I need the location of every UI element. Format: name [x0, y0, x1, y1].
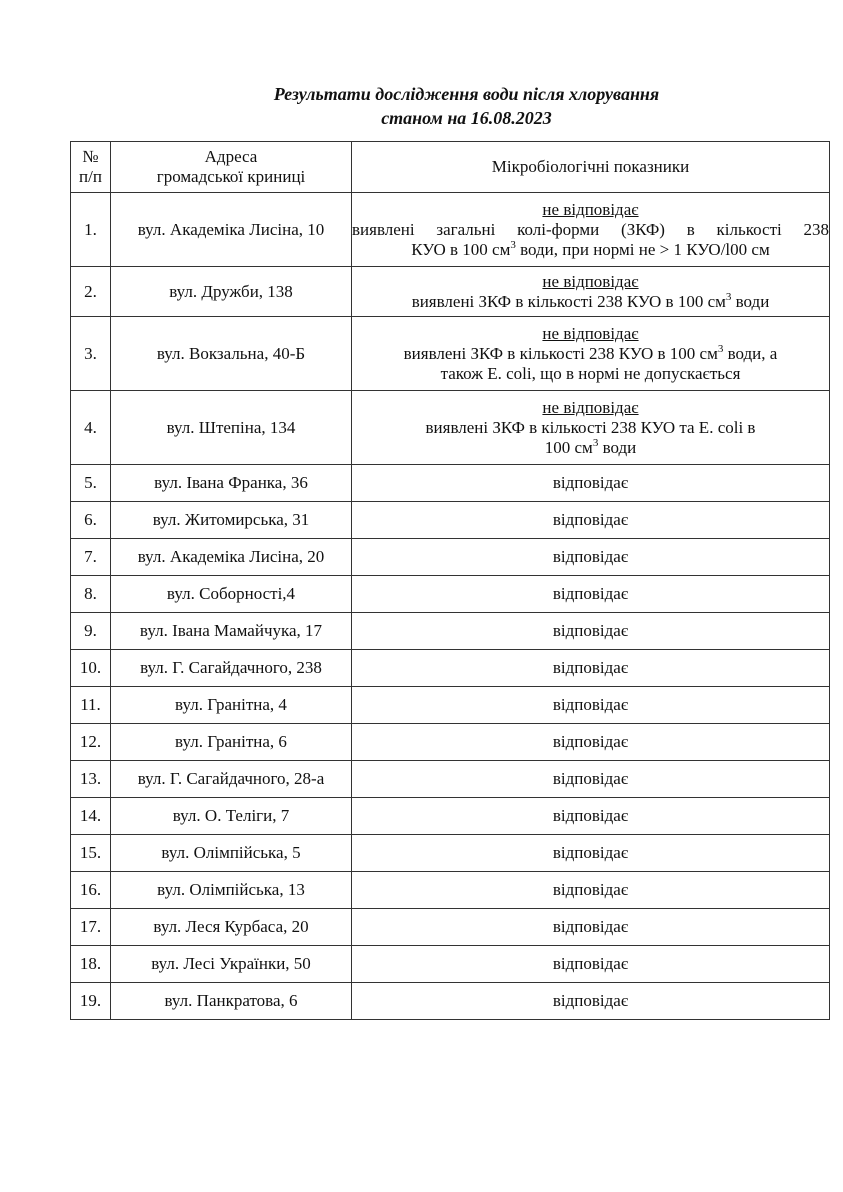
row-address: вул. Дружби, 138	[111, 267, 352, 317]
row-number: 11.	[71, 687, 111, 724]
table-row	[71, 613, 830, 650]
row-result	[352, 391, 830, 465]
result-detail-line1: виявлені загальні колі-форми (ЗКФ) в кількості 238	[352, 219, 829, 239]
result-detail-text: води	[598, 437, 637, 457]
status-compliant: відповідає	[352, 983, 830, 1020]
row-address: вул. Вокзальна, 40-Б	[111, 317, 352, 391]
row-number: 8.	[71, 576, 111, 613]
row-number: 4.	[71, 391, 111, 465]
header-address-line2: громадської криниці	[156, 167, 306, 186]
status-compliant: відповідає	[352, 687, 830, 724]
table-header-row	[71, 142, 830, 193]
table-row	[71, 317, 830, 391]
table-row	[71, 465, 830, 502]
result-detail-line1: виявлені ЗКФ в кількості 238 КУО та Е. coli в	[425, 417, 756, 437]
row-address: вул. Івана Мамайчука, 17	[111, 613, 352, 650]
result-detail-line2	[352, 438, 829, 458]
table-row	[71, 539, 830, 576]
row-address: вул. О. Теліги, 7	[111, 798, 352, 835]
row-number: 5.	[71, 465, 111, 502]
header-number-line1: №	[82, 147, 99, 166]
row-address: вул. Панкратова, 6	[111, 983, 352, 1020]
header-address-line1: Адреса	[204, 147, 258, 166]
status-noncompliant: не відповідає	[542, 271, 639, 291]
header-number-line2: п/п	[79, 167, 102, 186]
superscript: 3	[717, 342, 724, 355]
result-detail-line1	[352, 344, 829, 364]
row-address: вул. Г. Сагайдачного, 238	[111, 650, 352, 687]
row-number: 9.	[71, 613, 111, 650]
header-address	[111, 142, 352, 193]
status-compliant: відповідає	[352, 650, 830, 687]
status-compliant: відповідає	[352, 835, 830, 872]
table-row	[71, 193, 830, 267]
row-number: 1.	[71, 193, 111, 267]
row-number: 10.	[71, 650, 111, 687]
status-compliant: відповідає	[352, 502, 830, 539]
table-row	[71, 761, 830, 798]
row-address: вул. Академіка Лисіна, 10	[111, 193, 352, 267]
table-row	[71, 576, 830, 613]
result-detail-line2	[352, 240, 829, 260]
row-number: 7.	[71, 539, 111, 576]
status-compliant: відповідає	[352, 576, 830, 613]
row-number: 3.	[71, 317, 111, 391]
table-row	[71, 909, 830, 946]
result-detail-line1	[352, 292, 829, 312]
row-number: 19.	[71, 983, 111, 1020]
table-row	[71, 687, 830, 724]
table-row	[71, 650, 830, 687]
row-address: вул. Житомирська, 31	[111, 502, 352, 539]
result-detail-text: 100 см	[544, 437, 593, 457]
row-number: 18.	[71, 946, 111, 983]
table-row	[71, 502, 830, 539]
row-address: вул. Івана Франка, 36	[111, 465, 352, 502]
status-noncompliant: не відповідає	[542, 199, 639, 219]
row-number: 15.	[71, 835, 111, 872]
row-number: 6.	[71, 502, 111, 539]
status-compliant: відповідає	[352, 909, 830, 946]
row-address: вул. Олімпійська, 13	[111, 872, 352, 909]
document-title: Результати дослідження води після хлорування	[273, 84, 660, 104]
status-compliant: відповідає	[352, 946, 830, 983]
superscript: 3	[510, 238, 516, 251]
table-row	[71, 946, 830, 983]
status-compliant: відповідає	[352, 872, 830, 909]
status-compliant: відповідає	[352, 724, 830, 761]
row-address: вул. Олімпійська, 5	[111, 835, 352, 872]
table-row	[71, 983, 830, 1020]
table-row	[71, 724, 830, 761]
header-number	[71, 142, 111, 193]
table-row	[71, 267, 830, 317]
row-number: 16.	[71, 872, 111, 909]
result-detail-line2: також Е. coli, що в нормі не допускається	[440, 363, 741, 383]
row-number: 17.	[71, 909, 111, 946]
row-address: вул. Соборності,4	[111, 576, 352, 613]
status-compliant: відповідає	[352, 798, 830, 835]
table-row	[71, 798, 830, 835]
row-number: 2.	[71, 267, 111, 317]
row-address: вул. Гранітна, 4	[111, 687, 352, 724]
status-compliant: відповідає	[352, 539, 830, 576]
result-detail-text: води	[731, 291, 770, 311]
row-address: вул. Леся Курбаса, 20	[111, 909, 352, 946]
table-row	[71, 835, 830, 872]
result-detail-text: КУО в 100 см	[411, 239, 511, 259]
superscript: 3	[725, 290, 732, 303]
status-compliant: відповідає	[352, 613, 830, 650]
row-result	[352, 267, 830, 317]
status-compliant: відповідає	[352, 465, 830, 502]
table-row	[71, 872, 830, 909]
row-number: 13.	[71, 761, 111, 798]
row-result	[352, 193, 830, 267]
row-address: вул. Г. Сагайдачного, 28-а	[111, 761, 352, 798]
row-result	[352, 317, 830, 391]
row-address: вул. Гранітна, 6	[111, 724, 352, 761]
status-compliant: відповідає	[352, 761, 830, 798]
row-number: 12.	[71, 724, 111, 761]
superscript: 3	[592, 436, 599, 449]
table-row	[71, 391, 830, 465]
result-detail-text: води, при нормі не > 1 КУО/l00 см	[515, 239, 770, 259]
results-table	[70, 141, 830, 1020]
status-noncompliant: не відповідає	[542, 323, 639, 343]
result-detail-text: виявлені ЗКФ в кількості 238 КУО в 100 см	[411, 291, 726, 311]
row-address: вул. Штепіна, 134	[111, 391, 352, 465]
result-detail-text: води, а	[723, 343, 778, 363]
status-noncompliant: не відповідає	[542, 397, 639, 417]
row-address: вул. Академіка Лисіна, 20	[111, 539, 352, 576]
row-address: вул. Лесі Українки, 50	[111, 946, 352, 983]
header-result: Мікробіологічні показники	[352, 142, 830, 193]
document-subtitle-date: станом на 16.08.2023	[381, 108, 552, 128]
result-detail-text: виявлені ЗКФ в кількості 238 КУО в 100 см	[403, 343, 718, 363]
row-number: 14.	[71, 798, 111, 835]
